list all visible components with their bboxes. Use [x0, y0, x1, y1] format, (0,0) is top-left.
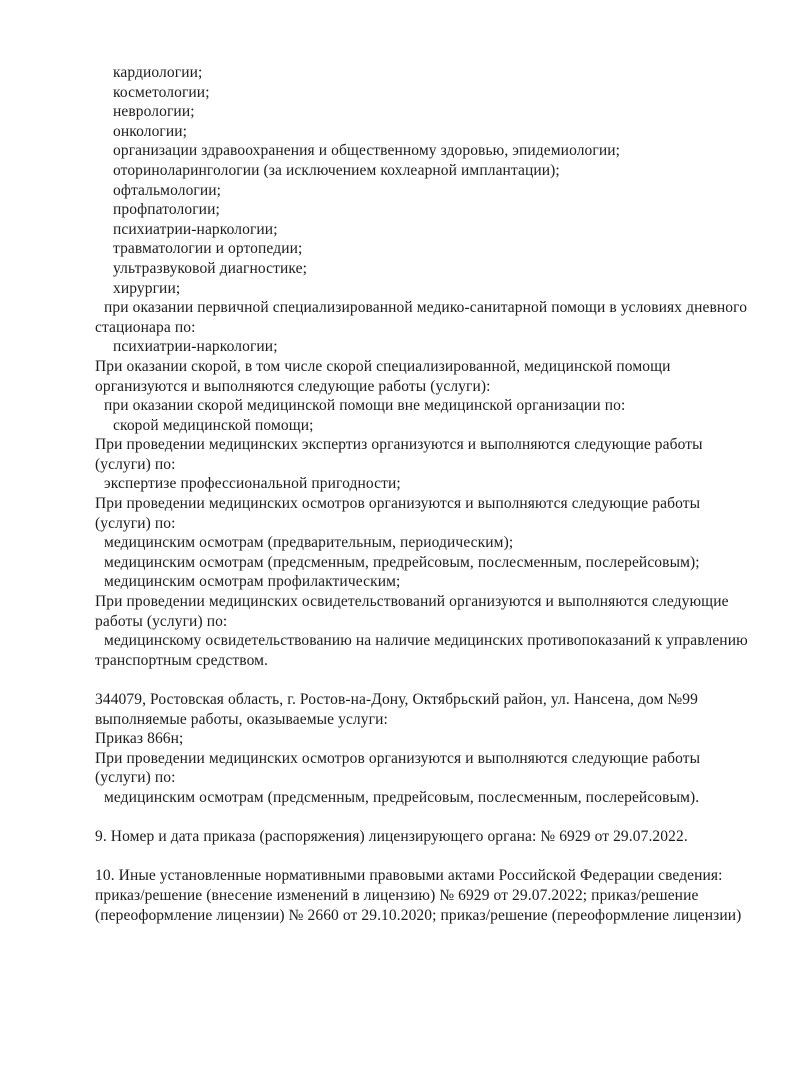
document-body: [95, 63, 782, 925]
text-line: офтальмологии;: [113, 181, 222, 199]
text-line: стационара по:: [95, 318, 196, 336]
text-line: При проведении медицинских осмотров организуются и выполняются следующие работы: [95, 495, 701, 513]
text-line: медицинским осмотрам (предсменным, предрейсовым, послесменным, послерейсовым);: [104, 553, 700, 571]
text-line: медицинским осмотрам профилактическим;: [104, 573, 401, 591]
text-line: кардиологии;: [113, 64, 203, 81]
text-line: неврологии;: [113, 103, 195, 121]
text-line: медицинскому освидетельствованию на наличие медицинских противопоказаний к управлению: [104, 632, 748, 650]
text-line: Приказ 866н;: [95, 730, 184, 748]
text-line: ультразвуковой диагностике;: [113, 259, 307, 277]
text-line: При оказании скорой, в том числе скорой специализированной, медицинской помощи: [95, 357, 671, 375]
text-line: организуются и выполняются следующие работы (услуги):: [95, 377, 491, 395]
blank-line: [95, 847, 782, 867]
text-line: транспортным средством.: [95, 651, 269, 669]
text-line: психиатрии-наркологии;: [113, 338, 278, 356]
text-line: (переоформление лицензии) № 2660 от 29.10.2020; приказ/решение (переоформление лицензии): [95, 906, 742, 924]
text-line: работы (услуги) по:: [95, 612, 228, 630]
text-line: При проведении медицинских освидетельствований организуются и выполняются следующие: [95, 593, 729, 611]
text-line: организации здравоохранения и общественному здоровью, эпидемиологии;: [113, 142, 621, 160]
text-line: медицинским осмотрам (предсменным, предрейсовым, послесменным, послерейсовым).: [104, 788, 700, 806]
text-line: онкологии;: [113, 122, 188, 140]
text-line: 344079, Ростовская область, г. Ростов-на-Дону, Октябрьский район, ул. Нансена, дом №99: [95, 691, 698, 708]
text-line: травматологии и ортопедии;: [113, 240, 303, 258]
text-line: При проведении медицинских экспертиз организуются и выполняются следующие работы: [95, 436, 703, 454]
text-line: оториноларингологии (за исключением кохлеарной имплантации);: [113, 161, 560, 179]
text-line: при оказании скорой медицинской помощи вне медицинской организации по:: [104, 397, 626, 415]
text-line: медицинским осмотрам (предварительным, периодическим);: [104, 534, 514, 552]
text-line: косметологии;: [113, 83, 210, 101]
text-line: (услуги) по:: [95, 769, 176, 787]
text-line: психиатрии-наркологии;: [113, 220, 278, 238]
blank-line: [95, 808, 782, 828]
blank-line: [95, 670, 782, 690]
text-line: при оказании первичной специализированной медико-санитарной помощи в условиях дневного: [104, 299, 748, 317]
text-line: 10. Иные установленные нормативными правовыми актами Российской Федерации сведения:: [95, 867, 723, 885]
text-line: выполняемые работы, оказываемые услуги:: [95, 710, 388, 728]
text-line: хирургии;: [113, 279, 181, 297]
text-line: 9. Номер и дата приказа (распоряжения) лицензирующего органа: № 6929 от 29.07.2022.: [95, 828, 688, 846]
text-line: (услуги) по:: [95, 514, 176, 532]
text-line: (услуги) по:: [95, 455, 176, 473]
text-line: экспертизе профессиональной пригодности;: [104, 475, 401, 493]
text-line: скорой медицинской помощи;: [113, 416, 314, 434]
text-line: приказ/решение (внесение изменений в лицензию) № 6929 от 29.07.2022; приказ/решение: [95, 886, 699, 904]
text-line: При проведении медицинских осмотров организуются и выполняются следующие работы: [95, 749, 701, 767]
text-line: профпатологии;: [113, 201, 220, 219]
